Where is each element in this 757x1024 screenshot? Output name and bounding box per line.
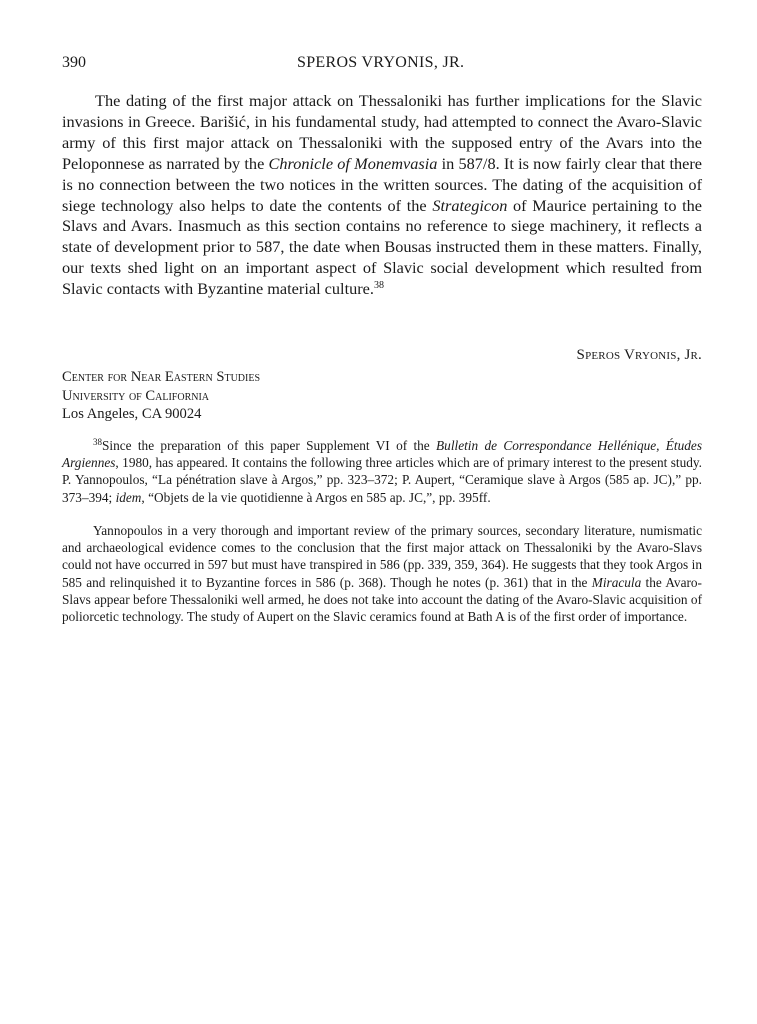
author-affiliation (62, 368, 260, 424)
footnote-text-a: Since the preparation of this paper Supplement VI of the (102, 438, 437, 453)
chronicle-title: Chronicle of Monemvasia (268, 153, 438, 173)
page-number: 390 (62, 54, 86, 71)
strategicon-title: Strategicon (432, 195, 508, 215)
affiliation-university: University of California (62, 387, 210, 404)
footnote-text-c: , “Objets de la vie quotidienne à Argos en 585 ap. JC,”, pp. 395ff. (141, 489, 491, 505)
footnote-text-b: , 1980, has appeared. It contains the following three articles which are of primary interest to the present study. P. Yannopoulos, “La pénétration slave à Argos,” pp. 323–372; P. Aupert, “Ceramique slave à Argos (585 ap. JC),” pp. 373–394; (62, 455, 702, 505)
footnote-para2-a: Yannopoulos in a very thorough and important review of the primary sources, secondary literature, numismatic and archaeological evidence comes to the conclusion that the first major attack on Thessaloniki by the Avaro-Slavs could not have occurred in 597 but must have transpired in 586 (pp. 339, 359, 364). He suggests that they took Argos in 585 and relinquished it to Byzantine forces in 586 (p. 368). Though he notes (p. 361) that in the (62, 523, 702, 590)
affiliation-center: Center for Near Eastern Studies (62, 369, 261, 385)
body-text-3: of Maurice pertaining to the Slavs and Avars. Inasmuch as this section contains no reference to siege machinery, it reflects a state of development prior to 587, the date when Bousas instructed them in these matters. Finally, our texts shed light on an important aspect of Slavic social development which resulted from Slavic contacts with Byzantine material culture. (62, 195, 703, 299)
footnote-reference[interactable]: 38 (373, 280, 384, 292)
page-header (62, 54, 702, 76)
bulletin-title: Bulletin de Correspondance Hellénique, Études Argiennes (62, 438, 702, 471)
footnote-38-continued (62, 522, 702, 625)
body-paragraph (62, 91, 702, 300)
footnote-38 (62, 437, 702, 506)
body-text-1: The dating of the first major attack on Thessaloniki has further implications for the Slavic invasions in Greece. Barišić, in his fundamental study, had attempted to connect the Avaro-Slavic army of this first major attack on Thessaloniki with the supposed entry of the Avars into the Peloponnese as narrated by the (62, 91, 702, 173)
author-signature: Speros Vryonis, Jr. (576, 347, 702, 363)
body-text-2: in 587/8. It is now fairly clear that there is no connection between the two notices in the written sources. The dating of the acquisition of siege technology also helps to date the contents of the (62, 153, 702, 215)
footnote-para2-b: the Avaro-Slavs appear before Thessaloniki well armed, he does not take into account the dating of the Avaro-Slavic acquisition of poliorcetic technology. The study of Aupert on the Slavic ceramics found at Bath A is of the first order of importance. (62, 574, 702, 625)
miracula-title: Miracula (591, 574, 642, 590)
footnote-marker: 38 (93, 437, 102, 447)
running-head: SPEROS VRYONIS, JR. (297, 54, 465, 71)
idem-word: idem (115, 489, 142, 505)
affiliation-address: Los Angeles, CA 90024 (62, 406, 202, 423)
